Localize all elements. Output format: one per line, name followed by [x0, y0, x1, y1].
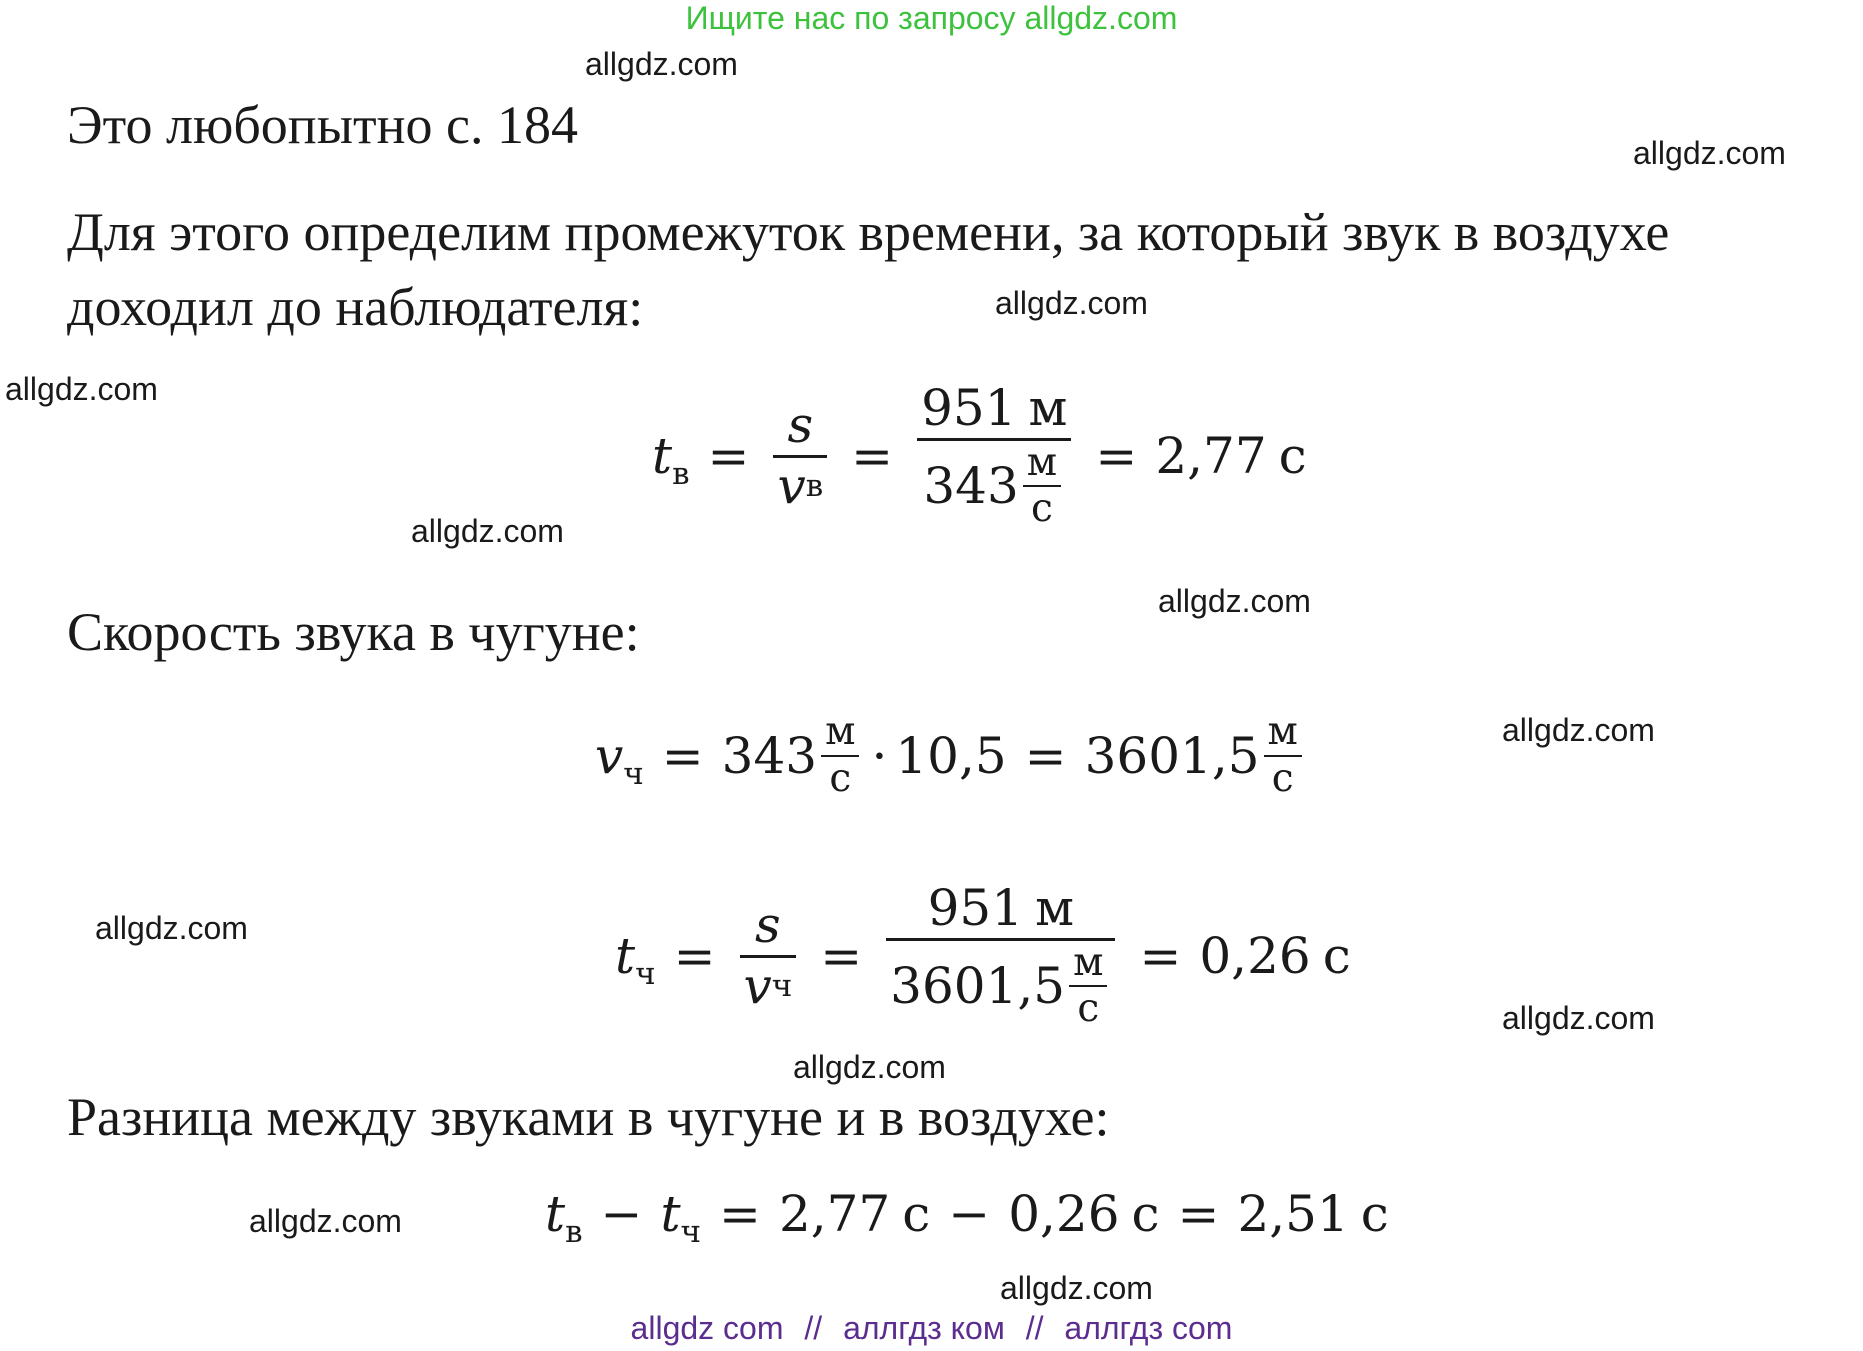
- t-iron-result: 0,26: [1199, 927, 1311, 986]
- var-v-iron: v ч: [743, 956, 793, 1015]
- equals-sign: =: [1095, 427, 1138, 486]
- distance-value: 951: [927, 879, 1024, 937]
- var-t-iron: $t_ч$: [660, 1185, 702, 1250]
- paragraph-iron-speed: Скорость звука в чугуне:: [67, 602, 640, 662]
- equals-sign: =: [673, 927, 716, 986]
- footer-link-allgdz-mixed[interactable]: аллгдз com: [1064, 1310, 1233, 1346]
- t-iron-value: 0,26: [1008, 1185, 1120, 1243]
- top-banner: Ищите нас по запросу allgdz.com: [685, 0, 1178, 36]
- var-t-air: $t_в$: [652, 427, 690, 492]
- unit-m-per-s: $\frac{м}{с}$: [1023, 441, 1061, 533]
- unit-m-per-s: $\frac{м}{с}$: [821, 710, 859, 802]
- watermark: allgdz.com: [793, 1049, 946, 1085]
- fraction-distance-over-speed: [917, 380, 1071, 532]
- paragraph-air-time: Для этого определим промежуток времени, за который звук в воздухе доходил до наблюдателя:: [67, 202, 1670, 337]
- unit-s: с: [1322, 927, 1351, 986]
- t-air-result: 2,77: [1155, 427, 1267, 486]
- watermark: allgdz.com: [249, 1203, 402, 1239]
- paragraph-difference: Разница между звуками в чугуне и в воздухе:: [67, 1087, 1110, 1147]
- watermark: allgdz.com: [5, 371, 158, 407]
- footer-separator: //: [1025, 1310, 1044, 1346]
- unit-m-per-s: $\frac{м}{с}$: [1069, 941, 1107, 1033]
- formula-air-time: [652, 380, 1307, 532]
- multiply-dot: ·: [871, 726, 888, 785]
- watermark: allgdz.com: [1158, 583, 1311, 619]
- unit-s: с: [902, 1185, 931, 1243]
- footer-link-allgdz-cyrillic[interactable]: аллгдз ком: [843, 1310, 1005, 1346]
- watermark: allgdz.com: [585, 46, 738, 82]
- speed-iron-value: 3601,5: [890, 956, 1066, 1015]
- footer-link-allgdz[interactable]: allgdz com: [630, 1310, 784, 1346]
- watermark: allgdz.com: [411, 513, 564, 549]
- unit-m: м: [1035, 879, 1074, 937]
- equals-sign: =: [707, 427, 750, 486]
- minus-sign: −: [948, 1185, 991, 1243]
- formula-iron-time: [615, 880, 1351, 1032]
- speed-air-value: 343: [721, 726, 818, 785]
- fraction-s-over-v-iron: [740, 897, 797, 1015]
- equals-sign: =: [1024, 726, 1067, 785]
- speed-air-value: 343: [923, 456, 1019, 515]
- watermark: allgdz.com: [1000, 1270, 1153, 1306]
- var-v-air: v в: [777, 456, 824, 515]
- speed-iron-value: 3601,5: [1084, 726, 1260, 785]
- t-air-value: 2,77: [778, 1185, 891, 1243]
- fraction-s-over-v-air: [773, 397, 827, 515]
- ratio-value: 10,5: [895, 726, 1007, 785]
- minus-sign: −: [600, 1185, 643, 1243]
- equals-sign: =: [1139, 927, 1182, 986]
- equals-sign: =: [661, 726, 704, 785]
- watermark: allgdz.com: [1502, 1000, 1655, 1036]
- fraction-distance-over-iron-speed: [886, 880, 1115, 1032]
- formula-iron-speed: [595, 710, 1306, 802]
- watermark: allgdz.com: [1502, 712, 1655, 748]
- footer-links: [0, 1310, 1863, 1347]
- watermark: allgdz.com: [95, 910, 248, 946]
- equals-sign: =: [820, 927, 863, 986]
- var-s: s: [787, 396, 814, 455]
- unit-s: с: [1131, 1185, 1160, 1243]
- unit-m: м: [1028, 379, 1068, 437]
- watermark: allgdz.com: [1633, 135, 1786, 171]
- page-title: Это любопытно с. 184: [67, 95, 578, 155]
- footer-separator: //: [804, 1310, 823, 1346]
- formula-difference: [545, 1185, 1389, 1250]
- var-s: s: [755, 896, 781, 955]
- var-v-iron: $v_ч$: [595, 726, 644, 792]
- var-t-iron: $t_ч$: [615, 927, 656, 992]
- difference-result: 2,51: [1237, 1185, 1349, 1243]
- equals-sign: =: [851, 427, 894, 486]
- unit-s: с: [1278, 427, 1307, 486]
- distance-value: 951: [921, 379, 1017, 437]
- unit-s: с: [1360, 1185, 1389, 1243]
- unit-m-per-s: $\frac{м}{с}$: [1264, 710, 1302, 802]
- var-t-air: $t_в$: [545, 1185, 583, 1250]
- equals-sign: =: [719, 1185, 761, 1243]
- equals-sign: =: [1177, 1185, 1220, 1243]
- watermark: allgdz.com: [995, 285, 1148, 321]
